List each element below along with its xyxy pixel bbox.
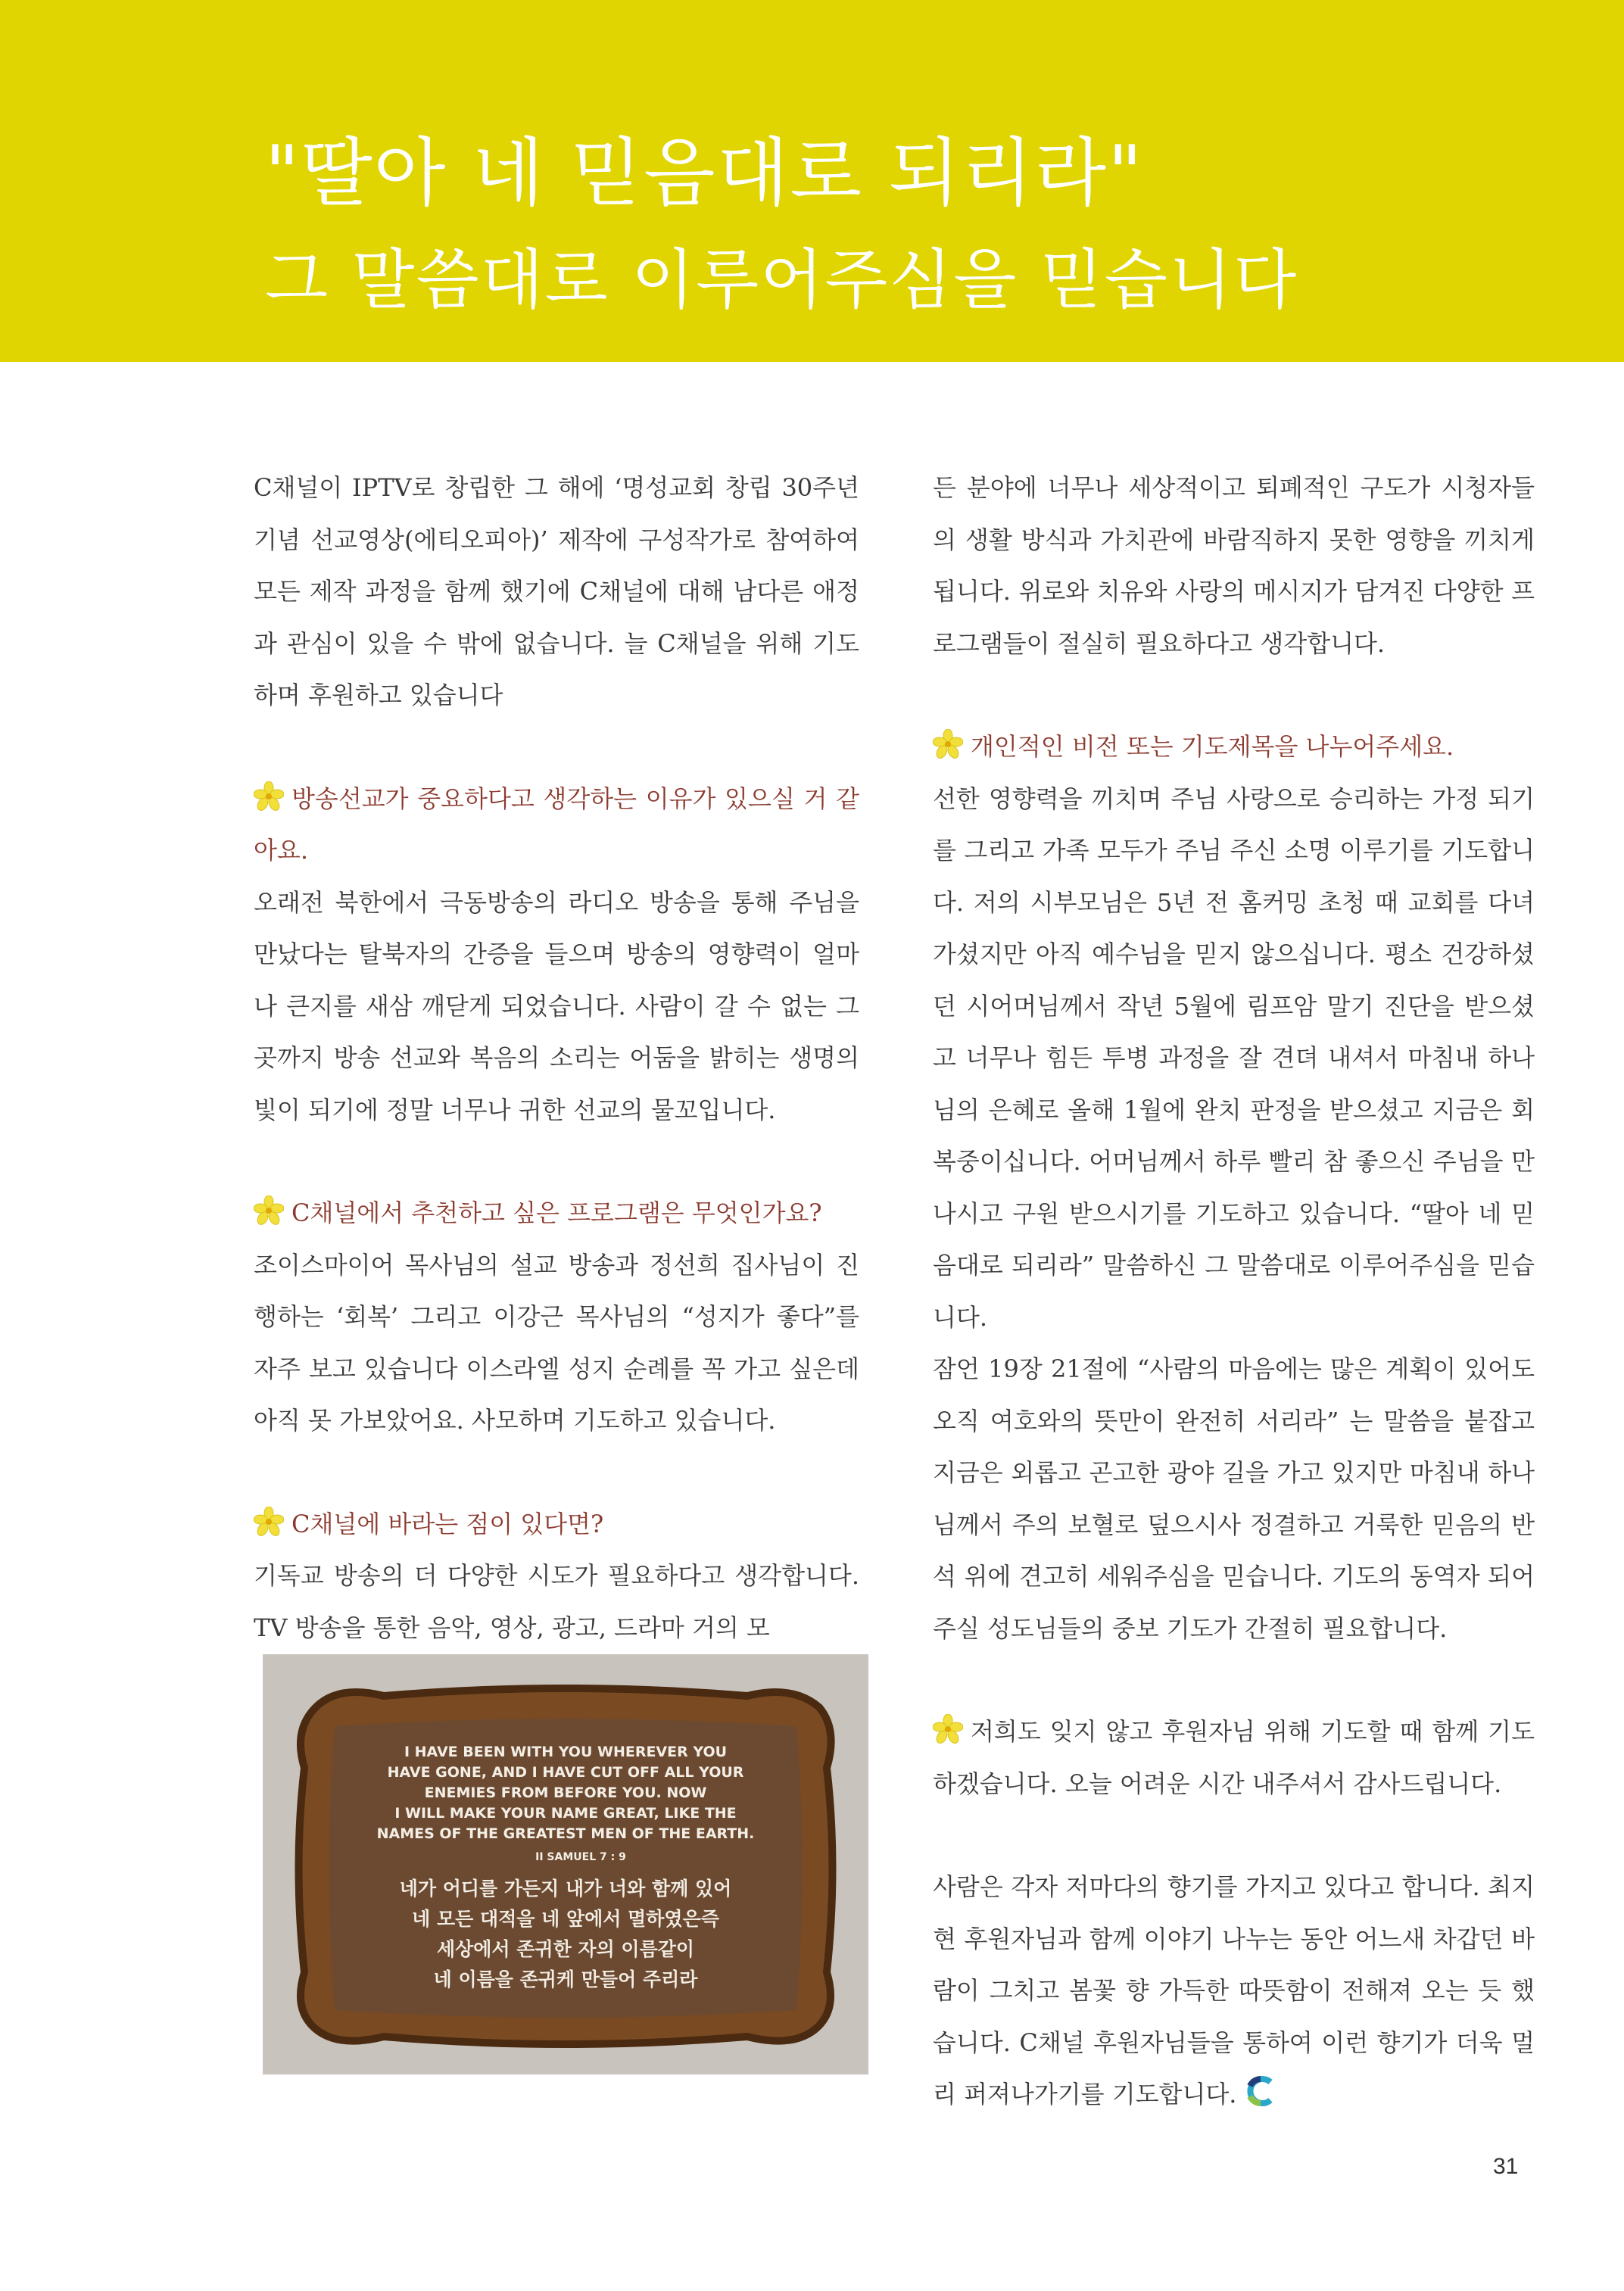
answer-4-part-1: 선한 영향력을 끼치며 주님 사랑으로 승리하는 가정 되기를 그리고 가족 모두가 주님 주신 소명 이루기를 기도합니다. 저의 시부모님은 5년 전 홈커밍 초청 때 교회를 다녀가셨지만 아직 예수님을 믿지 않으십니다. 평소 건강하셨던 시어머님께서 작년 5월에 림프암 말기 진단을 받으셨고 너무나 힘든 투병 과정을 잘 견뎌 내셔서 마침내 하나님의 은혜로 올해 1월에 완치 판정을 받으셨고 지금은 회복중이십니다. 어머님께서 하루 빨리 참 좋으신 주님을 만나시고 구원 받으시기를 기도하고 있습니다. “딸아 네 믿음대로 되리라” 말씀하신 그 말씀대로 이루어주심을 믿습니다. bbox=[933, 784, 1535, 1332]
flower-icon bbox=[933, 729, 963, 759]
plaque-ko-line-2: 네 모든 대적을 네 앞에서 멸하였은즉 bbox=[412, 1908, 719, 1930]
plaque-en-line-4: I WILL MAKE YOUR NAME GREAT, LIKE THE bbox=[394, 1805, 737, 1822]
question-3 bbox=[254, 1498, 859, 1551]
flower-icon bbox=[254, 781, 284, 812]
outro-paragraph bbox=[933, 1861, 1535, 2121]
page-subtitle: 그 말씀대로 이루어주심을 믿습니다 bbox=[265, 242, 1298, 318]
plaque-en-line-1: I HAVE BEEN WITH YOU WHEREVER YOU bbox=[404, 1744, 728, 1760]
plaque-en-line-2: HAVE GONE, AND I HAVE CUT OFF ALL YOUR bbox=[387, 1764, 744, 1781]
plaque-reference: II SAMUEL 7 : 9 bbox=[535, 1851, 626, 1863]
flower-icon bbox=[254, 1195, 284, 1226]
plaque-image bbox=[263, 1654, 868, 2074]
question-1-text: 방송선교가 중요하다고 생각하는 이유가 있으실 거 같아요. bbox=[254, 784, 859, 865]
page-title: "딸아 네 믿음대로 되리라" bbox=[265, 130, 1144, 217]
answer-1: 오래전 북한에서 극동방송의 라디오 방송을 통해 주님을 만났다는 탈북자의 간증을 들으며 방송의 영향력이 얼마나 큰지를 새삼 깨닫게 되었습니다. 사람이 갈 수 없는 그 곳까지 방송 선교와 복음의 소리는 어둠을 밝히는 생명의 빛이 되기에 정말 너무나 귀한 선교의 물꼬입니다. bbox=[254, 887, 859, 1124]
question-2 bbox=[254, 1187, 859, 1239]
question-2-text: C채널에서 추천하고 싶은 프로그램은 무엇인가요? bbox=[291, 1198, 822, 1227]
plaque-ko-line-1: 네가 어디를 가든지 내가 너와 함께 있어 bbox=[399, 1878, 732, 1900]
flower-icon bbox=[254, 1507, 284, 1537]
page-number: 31 bbox=[1493, 2154, 1519, 2179]
plaque-ko-line-3: 세상에서 존귀한 자의 이름같이 bbox=[436, 1938, 695, 1960]
plaque-en-line-3: ENEMIES FROM BEFORE YOU. NOW bbox=[424, 1784, 707, 1801]
question-4-text: 개인적인 비전 또는 기도제목을 나누어주세요. bbox=[971, 732, 1454, 761]
plaque-photo bbox=[263, 1654, 868, 2074]
left-column bbox=[254, 462, 859, 1654]
title-banner bbox=[0, 0, 1624, 362]
c-channel-logo bbox=[1245, 2075, 1276, 2107]
question-3-text: C채널에 바라는 점이 있다면? bbox=[291, 1509, 604, 1538]
answer-3: 기독교 방송의 더 다양한 시도가 필요하다고 생각합니다. TV 방송을 통한 음악, 영상, 광고, 드라마 거의 모 bbox=[254, 1561, 859, 1642]
answer-2: 조이스마이어 목사님의 설교 방송과 정선희 집사님이 진행하는 ‘회복’ 그리고 이강근 목사님의 “성지가 좋다”를 자주 보고 있습니다 이스라엘 성지 순례를 꼭 가고 싶은데 아직 못 가보았어요. 사모하며 기도하고 있습니다. bbox=[254, 1250, 859, 1435]
outro-text: 사람은 각자 저마다의 향기를 가지고 있다고 합니다. 최지현 후원자님과 함께 이야기 나누는 동안 어느새 차갑던 바람이 그치고 봄꽃 향 가득한 따뜻함이 전해져 오는 듯 했습니다. C채널 후원자님들을 통하여 이런 향기가 더욱 멀리 퍼져나가기를 기도합니다. bbox=[933, 1872, 1535, 2109]
closing-remark-text: 저희도 잊지 않고 후원자님 위해 기도할 때 함께 기도하겠습니다. 오늘 어려운 시간 내주셔서 감사드립니다. bbox=[933, 1717, 1535, 1798]
flower-icon bbox=[933, 1714, 963, 1744]
question-4 bbox=[933, 721, 1535, 773]
plaque-ko-line-4: 네 이름을 존귀케 만들어 주리라 bbox=[433, 1968, 698, 1990]
answer-4-part-2: 잠언 19장 21절에 “사람의 마음에는 많은 계획이 있어도 오직 여호와의 뜻만이 완전히 서리라” 는 말씀을 붙잡고 지금은 외롭고 곤고한 광야 길을 가고 있지만 마침내 하나님께서 주의 보혈로 덮으시사 정결하고 거룩한 믿음의 반석 위에 견고히 세워주심을 믿습니다. 기도의 동역자 되어 주실 성도님들의 중보 기도가 간절히 필요합니다. bbox=[933, 1354, 1535, 1643]
intro-paragraph: C채널이 IPTV로 창립한 그 해에 ‘명성교회 창립 30주년 기념 선교영상(에티오피아)’ 제작에 구성작가로 참여하여 모든 제작 과정을 함께 했기에 C채널에 대해 남다른 애정과 관심이 있을 수 밖에 없습니다. 늘 C채널을 위해 기도하며 후원하고 있습니다 bbox=[254, 473, 859, 709]
plaque-en-line-5: NAMES OF THE GREATEST MEN OF THE EARTH. bbox=[376, 1825, 755, 1842]
question-1 bbox=[254, 773, 859, 877]
answer-3-continued: 든 분야에 너무나 세상적이고 퇴폐적인 구도가 시청자들의 생활 방식과 가치관에 바람직하지 못한 영향을 끼치게 됩니다. 위로와 치유와 사랑의 메시지가 담겨진 다양한 프로그램들이 절실히 필요하다고 생각합니다. bbox=[933, 473, 1535, 658]
closing-remark bbox=[933, 1706, 1535, 1809]
right-column bbox=[933, 462, 1535, 2121]
